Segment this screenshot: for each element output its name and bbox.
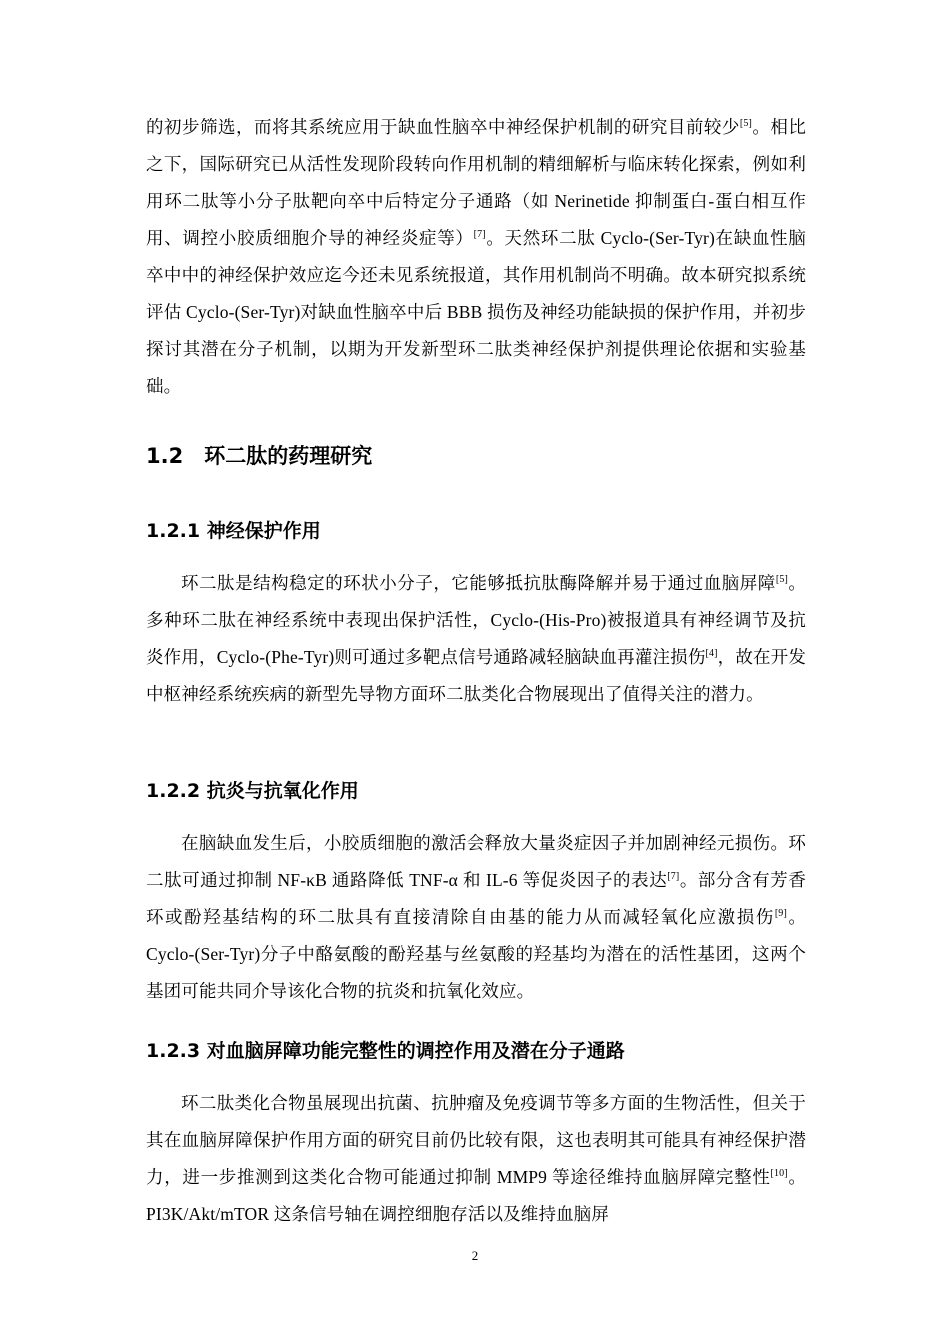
- citation-ref: [7]: [667, 871, 680, 882]
- citation-ref: [4]: [705, 648, 718, 659]
- citation-ref: [7]: [473, 229, 486, 240]
- intro-text-2: 。相比之下，国际研究已从活性发现阶段转向作用机制的精细解析与临床转化探索，例如利用环二肽等小分子肽靶向卒中后特定分子通路（如 Nerinetide 抑制蛋白-蛋白相互作用、调控小胶质细胞介导的神经炎症等）: [146, 117, 807, 248]
- section-heading-1-2: 1.2 环二肽的药理研究: [146, 444, 373, 468]
- paragraph-1-2-3: [146, 1085, 806, 1233]
- paragraph-1-2-1: [146, 565, 806, 713]
- paragraph-text: 。PI3K/Akt/mTOR 这条信号轴在调控细胞存活以及维持血脑屏: [146, 1167, 806, 1224]
- citation-ref: [10]: [770, 1168, 788, 1179]
- section-heading-1-2-2: 1.2.2 抗炎与抗氧化作用: [146, 780, 359, 802]
- paragraph-text: 。Cyclo-(Ser-Tyr)分子中酪氨酸的酚羟基与丝氨酸的羟基均为潜在的活性基团，这两个基团可能共同介导该化合物的抗炎和抗氧化效应。: [146, 907, 806, 1001]
- paragraph-text: ，故在开发中枢神经系统疾病的新型先导物方面环二肽类化合物展现出了值得关注的潜力。: [146, 647, 807, 704]
- paragraph-1-2-2: [146, 825, 806, 1010]
- paragraph-text: 。多种环二肽在神经系统中表现出保护活性，Cyclo-(His-Pro)被报道具有神经调节及抗炎作用，Cyclo-(Phe-Tyr)则可通过多靶点信号通路减轻脑缺血再灌注损伤: [146, 573, 806, 667]
- paragraph-text: 。部分含有芳香环或酚羟基结构的环二肽具有直接清除自由基的能力从而减轻氧化应激损伤: [146, 870, 806, 927]
- intro-text-1: 的初步筛选，而将其系统应用于缺血性脑卒中神经保护机制的研究目前较少: [146, 117, 740, 137]
- citation-ref: [9]: [774, 908, 787, 919]
- page-number: 2: [471, 1248, 479, 1263]
- section-heading-1-2-1: 1.2.1 神经保护作用: [146, 520, 321, 542]
- intro-paragraph: [146, 109, 806, 405]
- intro-text-3: 。天然环二肽 Cyclo-(Ser-Tyr)在缺血性脑卒中中的神经保护效应迄今还未见系统报道，其作用机制尚不明确。故本研究拟系统评估 Cyclo-(Ser-Tyr)对缺血性脑卒中后 BBB 损伤及神经功能缺损的保护作用，并初步探讨其潜在分子机制，以期为开发新型环二肽类神经保护剂提供理论依据和实验基础。: [146, 228, 806, 396]
- paragraph-text: 环二肽是结构稳定的环状小分子，它能够抵抗肽酶降解并易于通过血脑屏障: [181, 573, 776, 593]
- citation-ref: [5]: [739, 118, 753, 129]
- paragraph-text: 环二肽类化合物虽展现出抗菌、抗肿瘤及免疫调节等多方面的生物活性，但关于其在血脑屏障保护作用方面的研究目前仍比较有限，这也表明其可能具有神经保护潜力，进一步推测到这类化合物可能通过抑制 MMP9 等途径维持血脑屏障完整性: [146, 1093, 806, 1187]
- citation-ref: [5]: [775, 574, 788, 585]
- paragraph-text: 在脑缺血发生后，小胶质细胞的激活会释放大量炎症因子并加剧神经元损伤。环二肽可通过抑制 NF-κB 通路降低 TNF-α 和 IL-6 等促炎因子的表达: [146, 833, 806, 890]
- section-heading-1-2-3: 1.2.3 对血脑屏障功能完整性的调控作用及潜在分子通路: [146, 1040, 625, 1062]
